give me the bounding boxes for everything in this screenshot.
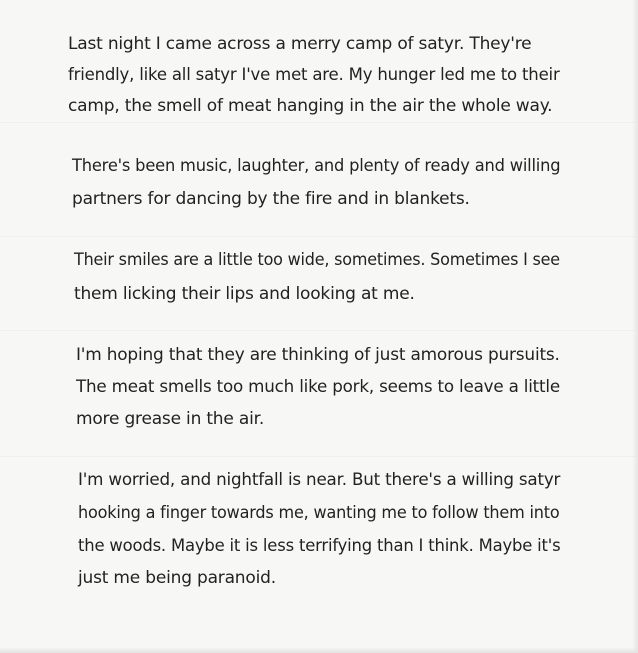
note-line: The meat smells too much like pork, seems to leave a little	[76, 377, 560, 397]
paper-crease	[0, 236, 638, 238]
paper-edge	[632, 0, 638, 653]
note-line: partners for dancing by the fire and in blankets.	[72, 189, 470, 209]
paper-edge	[0, 647, 638, 653]
note-line: I'm hoping that they are thinking of just amorous pursuits.	[76, 345, 560, 365]
note-line: the woods. Maybe it is less terrifying than I think. Maybe it's	[78, 536, 561, 556]
paper-crease	[0, 330, 638, 332]
note-line: There's been music, laughter, and plenty of ready and willing	[72, 156, 561, 176]
note-line: just me being paranoid.	[78, 568, 276, 588]
paper-crease	[0, 122, 638, 124]
note-line: camp, the smell of meat hanging in the air the whole way.	[68, 96, 553, 116]
note-line: friendly, like all satyr I've met are. My hunger led me to their	[68, 65, 560, 85]
note-line: Their smiles are a little too wide, sometimes. Sometimes I see	[74, 250, 560, 270]
note-line: I'm worried, and nightfall is near. But there's a willing satyr	[78, 470, 561, 490]
note-line: hooking a finger towards me, wanting me to follow them into	[78, 503, 560, 523]
paper-crease	[0, 456, 638, 458]
note-line: Last night I came across a merry camp of satyr. They're	[68, 34, 532, 54]
note-line: them licking their lips and looking at me.	[74, 284, 415, 304]
note-line: more grease in the air.	[76, 409, 265, 429]
